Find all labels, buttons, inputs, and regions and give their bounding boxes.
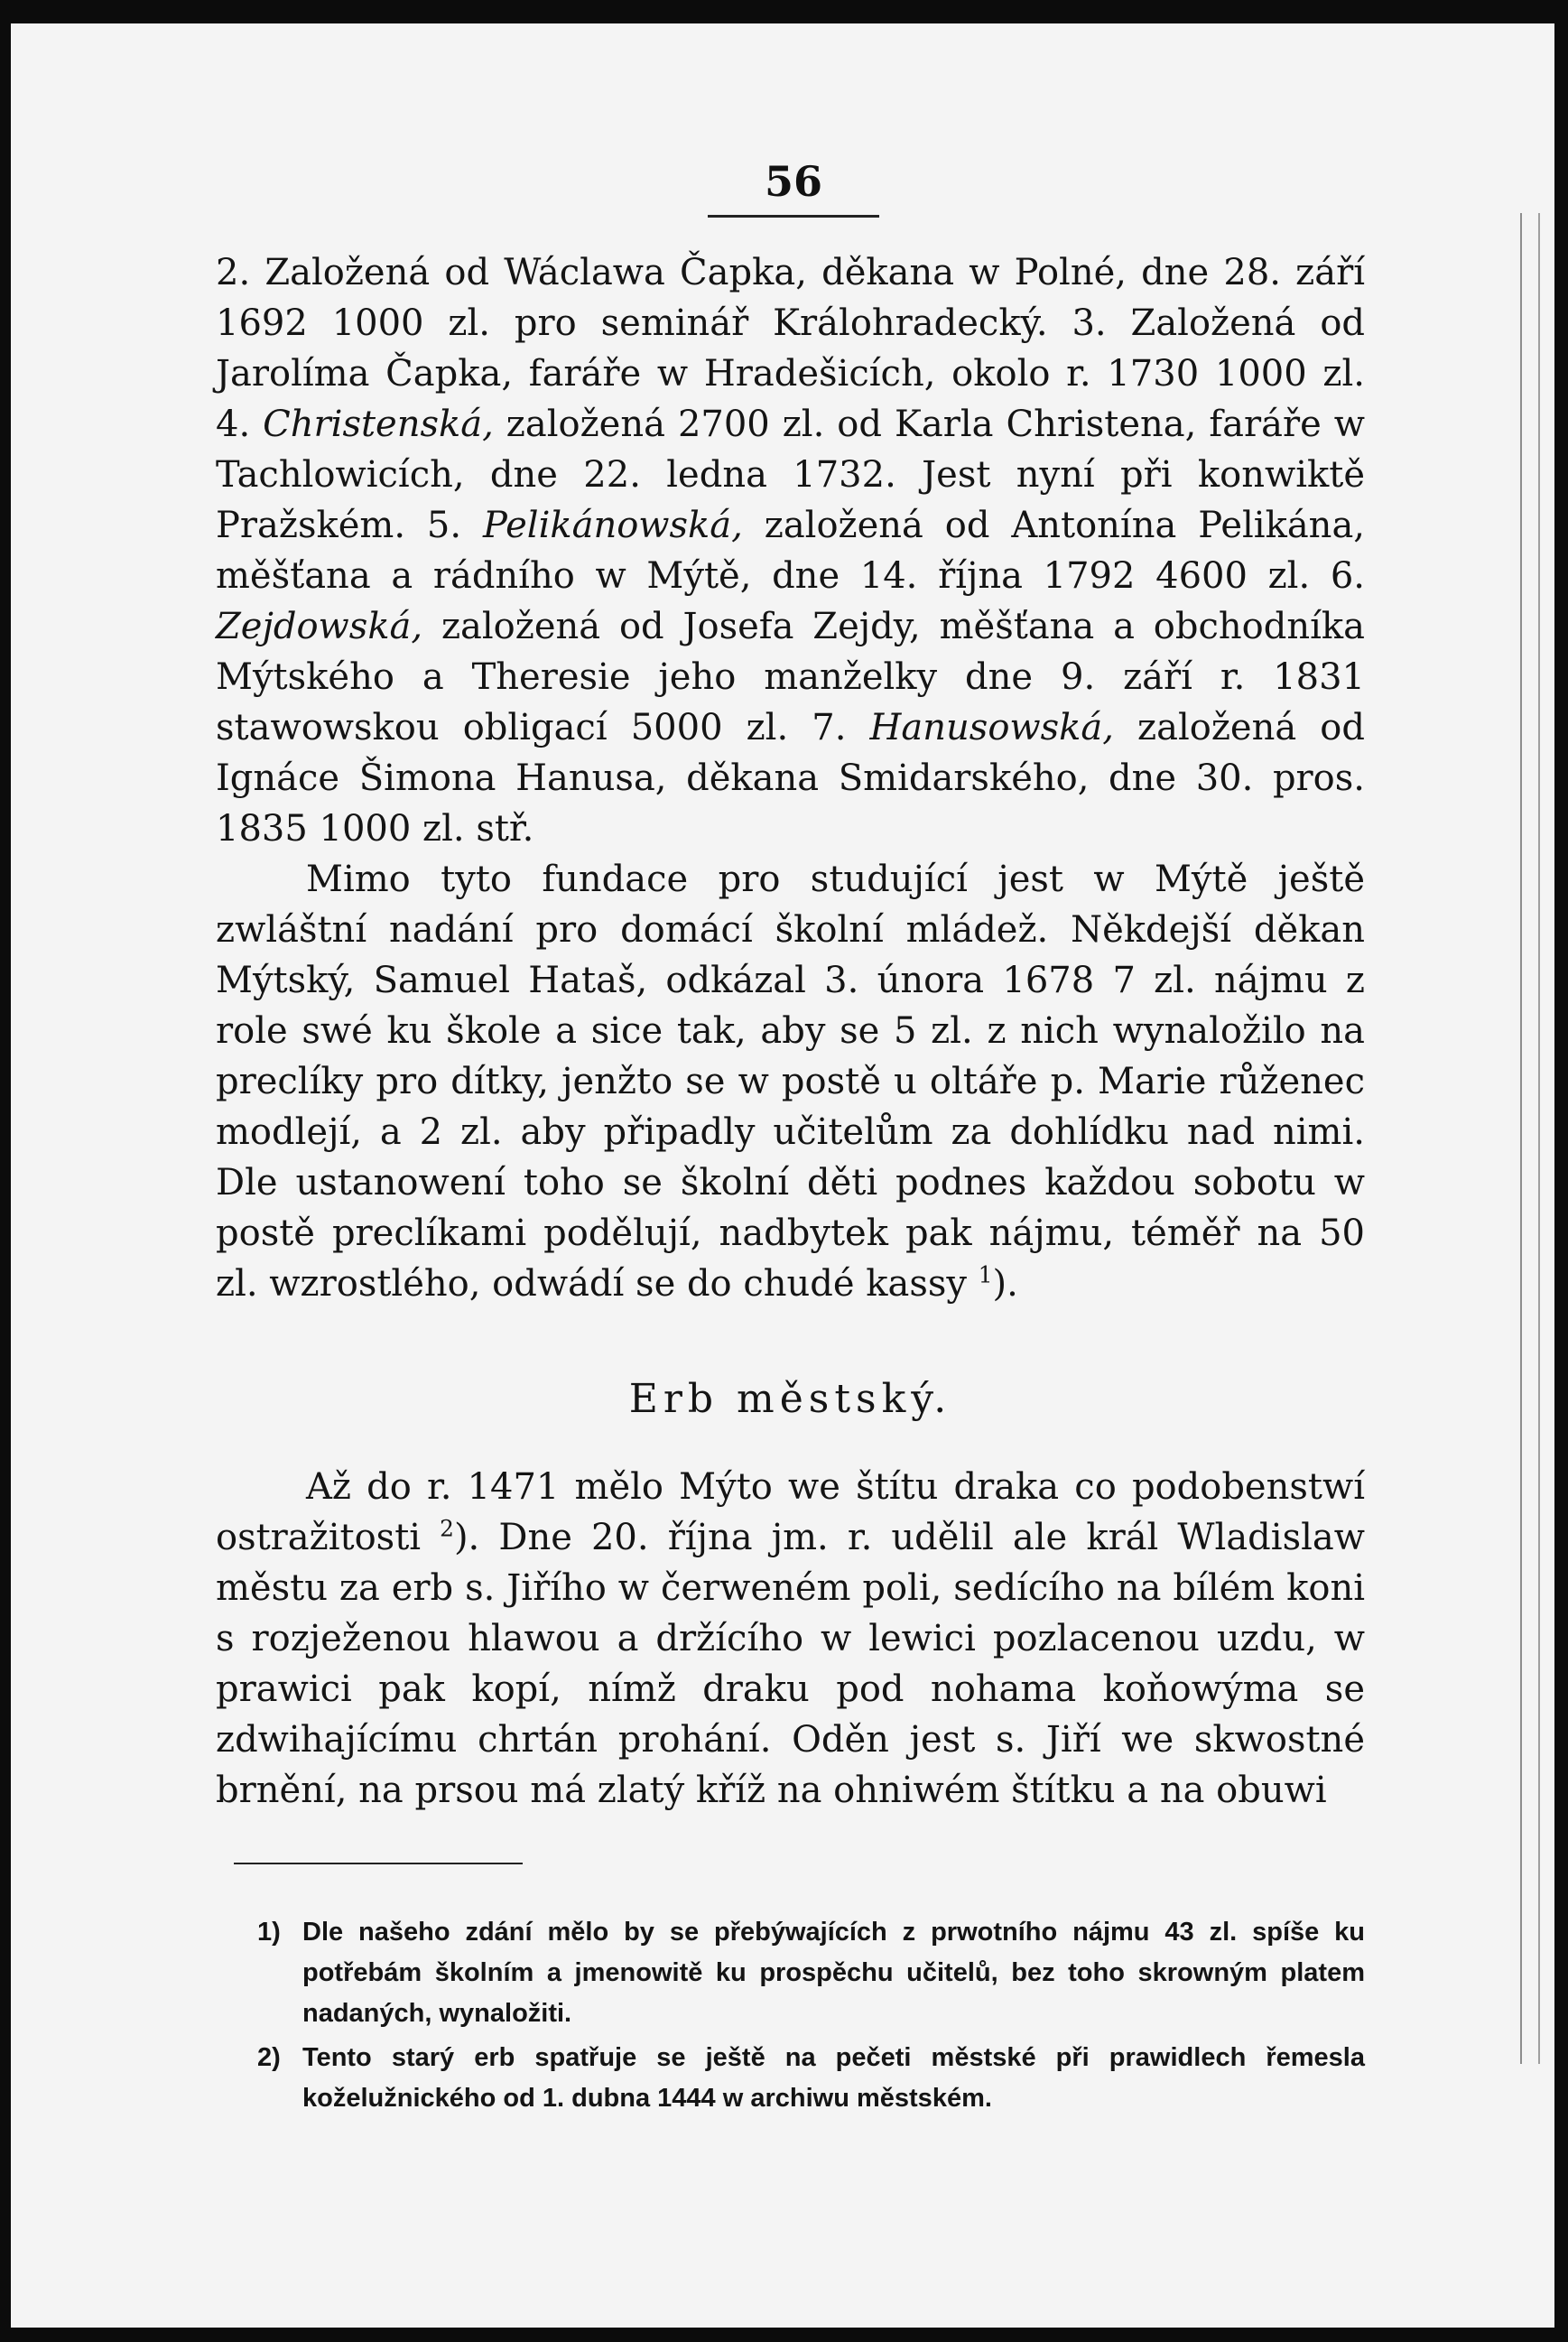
footnote-ref-1: 1	[978, 1261, 993, 1288]
footnote-1	[223, 1912, 1365, 2034]
footnote-mark: 1)	[257, 1918, 281, 1947]
footnote-divider	[234, 1863, 523, 1864]
foundation-name: Hanusowská,	[869, 707, 1114, 748]
footnote-mark: 2)	[257, 2043, 281, 2072]
page-number: 56	[708, 157, 879, 218]
foundation-name: Christenská,	[263, 404, 494, 445]
paragraph-school-endowment: Mimo tyto fundace pro studující jest w Mýtě ještě zwláštní nadání pro domácí školní mládež. Někdejší děkan Mýtský, Samuel Hataš, odkázal 3. února 1678 7 zl. nájmu z role swé ku škole a sice tak, aby se 5 zl. z nich wynaložilo na preclíky pro dítky, jenžto se w postě u oltáře p. Marie růženec modlejí, a 2 zl. aby připadly učitelům za dohlídku nad nimi. Dle ustanowení toho se školní děti podnes každou sobotu w postě preclíkami podělují, nadbytek pak nájmu, téměř na 50 zl. wzrostlého, odwádí se do chudé kassy $^1$).	[216, 859, 1365, 1305]
page-edge-strip	[1520, 213, 1540, 2064]
footnotes	[223, 1912, 1365, 2123]
paragraph-foundations: 2. Založená od Wáclawa Čapka, děkana w Polné, dne 28. září 1692 1000 zl. pro seminář Králohradecký. 3. Založená od Jarolíma Čapka, faráře w Hradešicích, okolo r. 1730 1000 zl. 4. Christenská, založená 2700 zl. od Karla Christena, faráře w Tachlowicích, dne 22. ledna 1732. Jest nyní při konwiktě Pražském. 5. Pelikánowská, založená od Antonína Pelikána, měšťana a rádního w Mýtě, dne 14. října 1792 4600 zl. 6. Zejdowská, založená od Josefa Zejdy, měšťana a obchodníka Mýtského a Theresie jeho manželky dne 9. září r. 1831 stawowskou obligací 5000 zl. 7. Hanusowská, založená od Ignáce Šimona Hanusa, děkana Smidarského, dne 30. pros. 1835 1000 zl. stř.	[216, 252, 1365, 850]
foundation-name: Zejdowská,	[216, 606, 423, 647]
main-text	[216, 247, 1365, 1816]
footnote-ref-2: 2	[440, 1515, 454, 1542]
foundation-name: Pelikánowská,	[482, 505, 743, 546]
footnote-text: Dle našeho zdání mělo by se přebýwajících z prwotního nájmu 43 zl. spíše ku potřebám školním a jmenowitě ku prospěchu učitelů, bez toho skrowným platem nadaných, wynaložiti.	[302, 1918, 1365, 2028]
paragraph-coat-of-arms: Až do r. 1471 mělo Mýto we štítu draka co podobenstwí ostražitosti $^2$). Dne 20. října jm. r. udělil ale král Wladislaw městu za erb s. Jiřího w čerweném poli, sedícího na bílém koni s rozježenou hlawou a držícího w lewici pozlacenou uzdu, w prawici pak kopí, nímž draku pod nohama koňowýma se zdwihajícímu chrtán prohání. Oděn jest s. Jiří we skwostné brnění, na prsou má zlatý kříž na ohniwém štítku a na obuwi	[216, 1466, 1365, 1811]
book-page	[11, 23, 1554, 2328]
footnote-2	[223, 2038, 1365, 2119]
section-heading: Erb městský.	[628, 1376, 952, 1422]
footnote-text: Tento starý erb spatřuje se ještě na pečeti městské při prawidlech řemesla koželužnického od 1. dubna 1444 w archiwu městském.	[302, 2043, 1365, 2113]
